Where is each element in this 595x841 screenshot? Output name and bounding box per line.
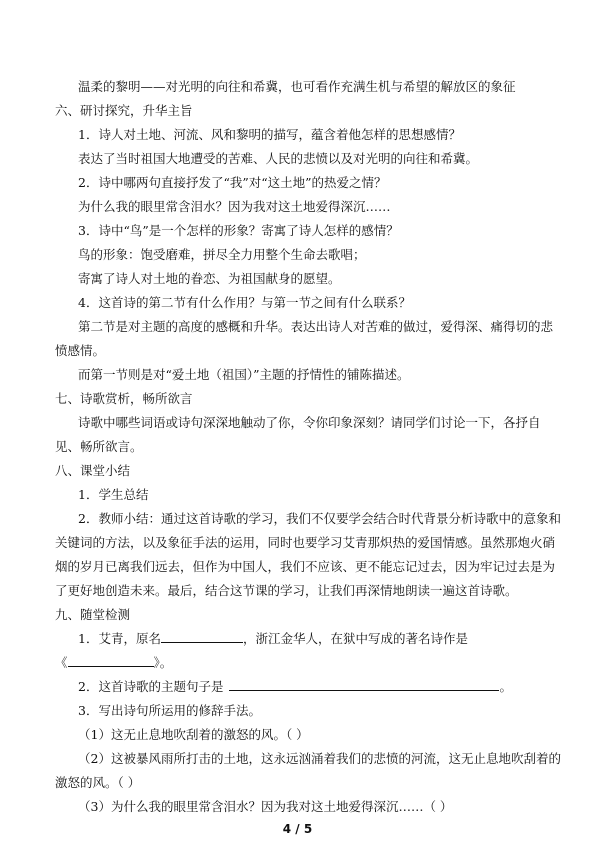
paragraph-line: 烟的岁月已离我们远去，但作为中国人，我们不应该、更不能忘记过去，因为牢记过去是为 — [55, 559, 556, 574]
answer-line: 表达了当时祖国大地遭受的苦难、人民的悲愤以及对光明的向往和希冀。 — [78, 151, 479, 166]
paragraph-line: 温柔的黎明——对光明的向往和希冀，也可看作充满生机与希望的解放区的象征 — [78, 79, 516, 94]
section-heading: 七、诗歌赏析，畅所欲言 — [55, 391, 193, 406]
quiz-text: 2．这首诗歌的主题句子是 — [78, 679, 224, 694]
section-heading: 八、课堂小结 — [55, 463, 131, 478]
quiz-subitem: （2）这被暴风雨所打击的土地，这永远汹涌着我们的悲愤的河流，这无止息地吹刮着的 — [78, 751, 561, 766]
quiz-text: 》。 — [153, 655, 173, 670]
quiz-text: 《 — [55, 655, 68, 670]
quiz-text: ，浙江金华人，在狱中写成的著名诗作是 — [242, 631, 468, 646]
paragraph-line: 见、畅所欲言。 — [55, 439, 143, 454]
question-line: 4．这首诗的第二节有什么作用？与第一节之间有什么联系？ — [78, 295, 411, 310]
answer-line: 鸟的形象：饱受磨难，拼尽全力用整个生命去歌唱； — [78, 247, 366, 262]
quiz-question-1-cont — [55, 655, 172, 671]
answer-line: 寄寓了诗人对土地的眷恋、为祖国献身的愿望。 — [78, 271, 341, 286]
section-heading: 九、随堂检测 — [55, 607, 131, 622]
question-line: 1．诗人对土地、河流、风和黎明的描写，蕴含着他怎样的思想感情？ — [78, 127, 461, 142]
section-heading: 六、研讨探究，升华主旨 — [55, 103, 193, 118]
quiz-question-2 — [78, 679, 512, 695]
question-line: 3．诗中“鸟”是一个怎样的形象？寄寓了诗人怎样的感情？ — [78, 223, 399, 238]
paragraph-line: 1．学生总结 — [78, 487, 149, 502]
answer-blank[interactable] — [229, 679, 499, 691]
paragraph-line: 诗歌中哪些词语或诗句深深地触动了你，令你印象深刻？请同学们讨论一下，各抒自 — [78, 415, 541, 430]
quiz-text: 1．艾青，原名 — [78, 631, 161, 646]
quiz-subitem: （1）这无止息地吹刮着的激怒的风。（ ） — [78, 727, 309, 742]
answer-line: 第二节是对主题的高度的感概和升华。表达出诗人对苦难的做过，爱得深、痛得切的悲 — [78, 319, 554, 334]
quiz-subitem: 激怒的风。（ ） — [55, 775, 141, 790]
answer-blank[interactable] — [68, 655, 154, 667]
quiz-question-3: 3．写出诗句所运用的修辞手法。 — [78, 703, 261, 718]
quiz-subitem: （3）为什么我的眼里常含泪水？因为我对这土地爱得深沉……（ ） — [78, 799, 453, 814]
answer-blank[interactable] — [161, 631, 243, 643]
paragraph-line: 2．教师小结：通过这首诗歌的学习，我们不仅要学会结合时代背景分析诗歌中的意象和 — [78, 511, 561, 526]
paragraph-line: 了更好地创造未来。最后，结合这节课的学习，让我们再深情地朗读一遍这首诗歌。 — [55, 583, 518, 598]
answer-line: 愤感情。 — [55, 343, 106, 358]
paragraph-line: 关键词的方法，以及象征手法的运用，同时也要学习艾青那炽热的爱国情感。虽然那炮火硝 — [55, 535, 556, 550]
quiz-text: 。 — [499, 679, 512, 694]
question-line: 2．诗中哪两句直接抒发了“我”对“这土地”的热爱之情？ — [78, 175, 387, 190]
answer-line: 而第一节则是对“爱土地（祖国）”主题的抒情性的铺陈描述。 — [78, 367, 410, 382]
page-number: 4 / 5 — [282, 822, 313, 836]
answer-line: 为什么我的眼里常含泪水？因为我对这土地爱得深沉…… — [78, 199, 391, 214]
quiz-question-1 — [78, 631, 468, 647]
